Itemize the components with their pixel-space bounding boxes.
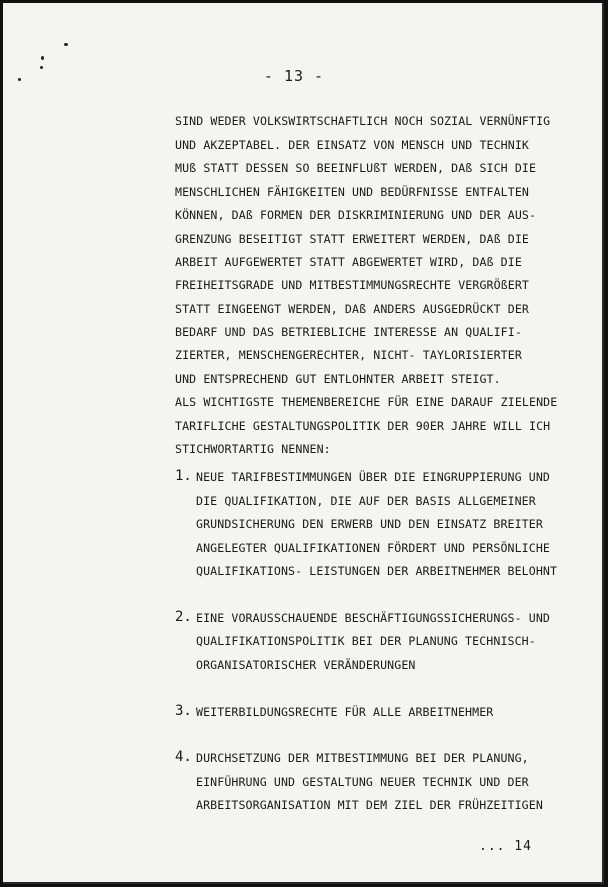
list-item-number: 3. [175, 703, 192, 719]
page-number: - 13 - [263, 67, 325, 85]
text-line: SIND WEDER VOLKSWIRTSCHAFTLICH NOCH SOZIAL VERNÜNFTIG [175, 114, 551, 128]
text-line: KÖNNEN, DAß FORMEN DER DISKRIMINIERUNG UND DER AUS- [175, 208, 537, 222]
list-item-line: EINFÜHRUNG UND GESTALTUNG NEUER TECHNIK UND DER [196, 775, 529, 789]
text-line: BEDARF UND DAS BETRIEBLICHE INTERESSE AN QUALIFI- [175, 325, 522, 339]
list-item-line: QUALIFIKATIONSPOLITIK BEI DER PLANUNG TECHNISCH- [196, 634, 536, 648]
text-line: ZIERTER, MENSCHENGERECHTER, NICHT- TAYLORISIERTER [175, 348, 522, 362]
list-item-line: WEITERBILDUNGSRECHTE FÜR ALLE ARBEITNEHMER [196, 705, 494, 719]
list-item-line: NEUE TARIFBESTIMMUNGEN ÜBER DIE EINGRUPPIERUNG UND [196, 470, 551, 484]
list-item-number: 4. [175, 749, 192, 765]
list-item-line: EINE VORAUSSCHAUENDE BESCHÄFTIGUNGSSICHERUNGS- UND [196, 611, 551, 625]
text-line: STICHWORTARTIG NENNEN: [175, 442, 331, 456]
text-line: UND AKZEPTABEL. DER EINSATZ VON MENSCH UND TECHNIK [175, 138, 530, 152]
scan-speck [64, 43, 68, 46]
text-line: ARBEIT AUFGEWERTET STATT ABGEWERTET WIRD, DAß DIE [175, 255, 522, 269]
list-item-number: 2. [175, 609, 192, 625]
list-item-line: ANGELEGTER QUALIFIKATIONEN FÖRDERT UND PERSÖNLICHE [196, 541, 551, 555]
text-line: MUß STATT DESSEN SO BEEINFLUßT WERDEN, DAß SICH DIE [175, 161, 537, 175]
list-item-line: QUALIFIKATIONS- LEISTUNGEN DER ARBEITNEHMER BELOHNT [196, 564, 558, 578]
text-line: STATT EINGEENGT WERDEN, DAß ANDERS AUSGEDRÜCKT DER [175, 302, 530, 316]
text-line: TARIFLICHE GESTALTUNGSPOLITIK DER 90ER JAHRE WILL ICH [175, 419, 551, 433]
scan-speck [41, 56, 44, 60]
list-item-line: ORGANISATORISCHER VERÄNDERUNGEN [196, 658, 416, 672]
list-item-number: 1. [175, 468, 192, 484]
text-line: ALS WICHTIGSTE THEMENBEREICHE FÜR EINE DARAUF ZIELENDE [175, 395, 558, 409]
document-page [3, 3, 604, 884]
list-item-line: DIE QUALIFIKATION, DIE AUF DER BASIS ALLGEMEINER [196, 494, 536, 508]
list-item-line: GRUNDSICHERUNG DEN ERWERB UND DEN EINSATZ BREITER [196, 517, 543, 531]
continuation-marker: ... 14 [479, 839, 532, 854]
list-item-line: DURCHSETZUNG DER MITBESTIMMUNG BEI DER PLANUNG, [196, 751, 529, 765]
text-line: FREIHEITSGRADE UND MITBESTIMMUNGSRECHTE VERGRÖßERT [175, 278, 530, 292]
text-line: MENSCHLICHEN FÄHIGKEITEN UND BEDÜRFNISSE ENTFALTEN [175, 185, 530, 199]
text-line: GRENZUNG BESEITIGT STATT ERWEITERT WERDEN, DAß DIE [175, 232, 530, 246]
list-item-line: ARBEITSORGANISATION MIT DEM ZIEL DER FRÜHZEITIGEN [196, 798, 543, 812]
text-line: UND ENTSPRECHEND GUT ENTLOHNTER ARBEIT STEIGT. [175, 372, 501, 386]
